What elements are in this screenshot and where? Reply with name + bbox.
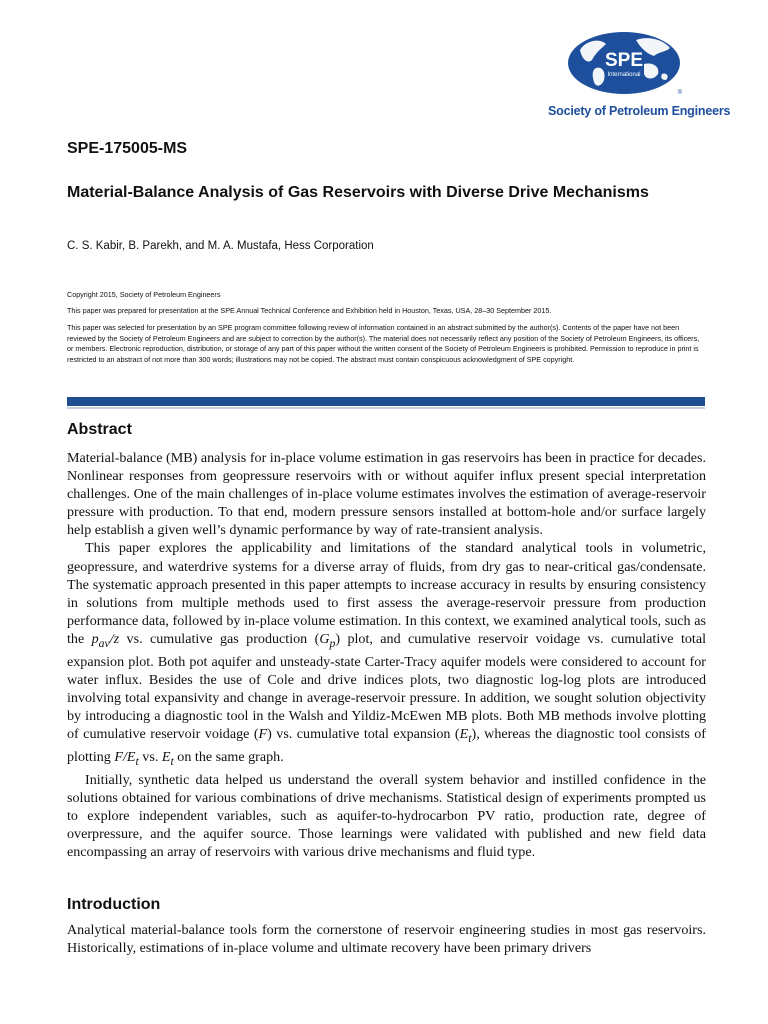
abstract-paragraph-2: This paper explores the applicability and limitations of the standard analytical tools in volumetric, geopressure, and waterdrive systems for a diverse array of fluids, from dry gas to near-critical gas/condensate. The systematic approach presented in this paper attempts to increase accuracy in results by ensuring consistency in solutions from multiple methods used to first assess the average-reservoir pressure from production performance data, followed by in-place volume estimation. In this context, we examined analytical tools, such as the $p_{av}/z$ vs. cumulative gas production $(G_p)$ plot, and cumulative reservoir voidage vs. cumulative total expansion plot. Both pot aquifer and unsteady-state Carter-Tracy aquifer models were considered to account for water influx. Besides the use of Cole and drive indices plots, two diagnostic log-log plots are introduced involving total expansivity and change in average-reservoir pressure. In addition, we sought solution objectivity by introducing a diagnostic tool in the Walsh and Yildiz-McEwen MB plots. Both MB methods involve plotting of cumulative reservoir voidage (F) vs. cumulative total expansion $(E_t)$, whereas the diagnostic tool consists of plotting $F/E_t$ vs. $E_t$ on the same graph. [67, 540, 707, 768]
registered-mark: ® [677, 90, 682, 96]
abstract-heading: Abstract [67, 421, 132, 438]
selection-notice: This paper was selected for presentation by an SPE program committee following review of information contained in an abstract submitted by the author(s). Contents of the paper have not been reviewed by the Society of Petroleum Engineers and are subject to correction by the author(s). The material does not necessarily reflect any position of the Society of Petroleum Engineers, its officers, or members. Electronic reproduction, distribution, or storage of any part of this paper without the written consent of the Society of Petroleum Engineers is prohibited. Permission to reproduce in print is restricted to an abstract of not more than 300 words; illustrations may not be copied. The abstract must contain conspicuous acknowledgment of SPE copyright. [67, 323, 700, 364]
authors: C. S. Kabir, B. Parekh, and M. A. Mustafa, Hess Corporation [67, 240, 374, 252]
abstract-body [67, 449, 706, 862]
globe-icon [566, 30, 686, 96]
paper-number: SPE-175005-MS [67, 140, 188, 157]
introduction-paragraph-1: Analytical material-balance tools form the cornerstone of reservoir engineering studies in most gas reservoirs. Historically, estimations of in-place volume and ultimate recovery have been primary drivers [67, 922, 706, 957]
header-rule [67, 397, 705, 406]
prepared-line: This paper was prepared for presentation at the SPE Annual Technical Conference and Exhibition held in Houston, Texas, USA, 28–30 September 2015. [67, 306, 552, 315]
abstract-paragraph-1: Material-balance (MB) analysis for in-place volume estimation in gas reservoirs has been in practice for decades. Nonlinear responses from geopressure reservoirs with or without aquifer influx present special interpretation challenges. One of the main challenges of in-place volume estimates involves the estimation of average-reservoir pressure with production. To that end, modern pressure sensors installed at bottom-hole and/or surface largely help establish a given well’s dynamic performance by way of rate-transient analysis. [67, 450, 706, 539]
spe-logo [548, 28, 731, 124]
introduction-heading: Introduction [67, 896, 161, 913]
paper-title: Material-Balance Analysis of Gas Reservoirs with Diverse Drive Mechanisms [67, 184, 649, 201]
logo-acronym: SPE [604, 50, 644, 71]
copyright-line: Copyright 2015, Society of Petroleum Engineers [67, 290, 221, 299]
header-rule-shadow [67, 407, 705, 409]
abstract-paragraph-3: Initially, synthetic data helped us understand the overall system behavior and instilled confidence in the solutions obtained for various combinations of drive mechanisms. Statistical design of experiments prompted us to explore independent variables, such as aquifer-to-hydrocarbon PV ratio, production rate, degree of overpressure, and the aquifer source. Those learnings were validated with published and new field data encompassing an array of reservoirs with various drive mechanisms and fluid type. [67, 772, 706, 861]
society-name: Society of Petroleum Engineers [548, 104, 731, 118]
logo-sub: International [607, 72, 641, 78]
